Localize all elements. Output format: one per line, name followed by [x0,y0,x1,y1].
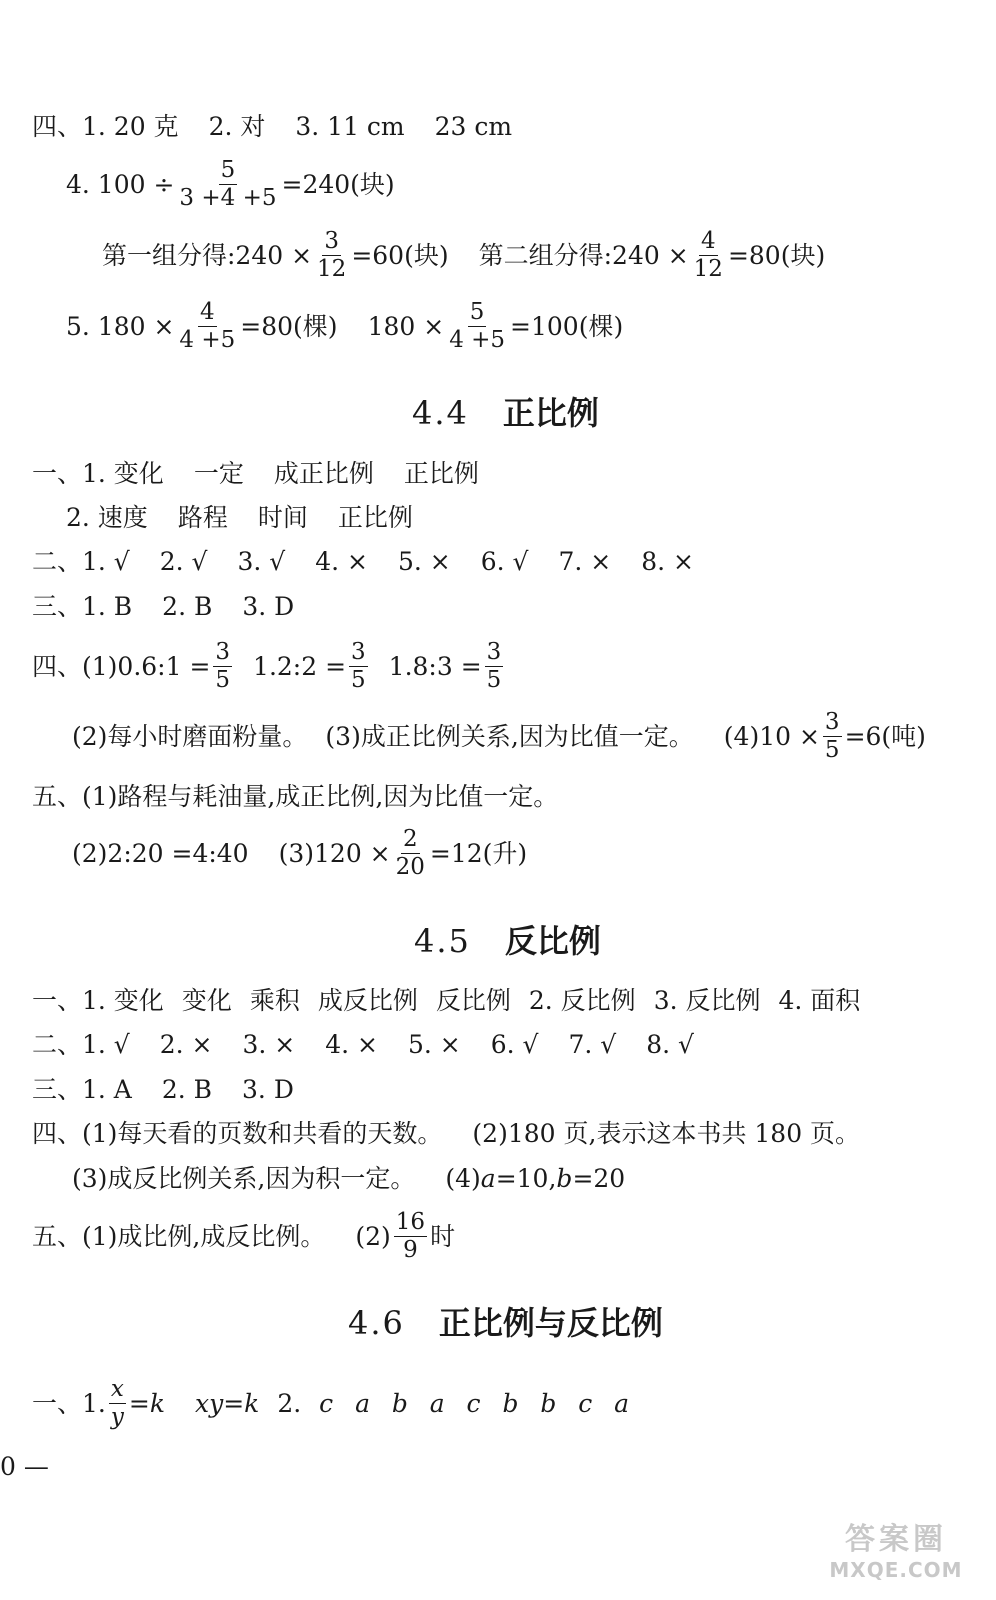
answer-text: 2. 速度 [66,503,148,532]
answer-line [72,710,926,764]
answer-text: 四、(1)每天看的页数和共看的天数。 [32,1119,443,1148]
answer-text: 一、1. 变化 [32,459,164,488]
answer-line [72,827,527,881]
answer-text: 2. × [159,1030,213,1059]
answer-text: 3. 反比例 [653,986,761,1015]
answer-text: 7. √ [568,1030,617,1059]
answer-text: 第一组分得:240 × [102,241,313,271]
answer-text: =80(棵) [240,312,338,342]
answer-text: =80(块) [727,241,826,271]
answer-text: 四、(1)0.6:1 = [32,652,211,682]
answer-line [32,1210,455,1264]
fraction: $\frac{x}{y}$ [110,1376,124,1431]
variable-k: k [149,1389,165,1419]
answer-text: = [128,1389,150,1419]
fraction: $\frac{3}{5}$ [351,639,366,694]
section-title: 正比例 [502,394,599,432]
section-title: 反比例 [504,922,601,960]
answer-text: 成正比例 [273,459,374,488]
answer-line [32,461,479,486]
answer-line [66,158,395,212]
answer-text: (3)成正比例关系,因为比值一定。 [325,722,694,752]
answer-text: (2) [355,1222,391,1252]
answer-line [32,1032,694,1057]
fraction: $\frac{3}{5}$ [486,639,502,694]
section-heading [348,1298,663,1344]
answer-text: (2)2:20 =4:40 [72,839,249,869]
answer-text: 3. D [242,1075,294,1104]
answer-text: 一、1. 变化 [32,986,164,1015]
answer-text: 五、(1)成比例,成反比例。 [32,1222,326,1252]
page-number: 0 — [0,1452,49,1481]
answer-text: =6(吨) [844,722,926,752]
variable-k: k [244,1389,260,1419]
answer-text: =12(升) [429,839,528,869]
answer-line [32,640,506,694]
answer-text: 4. × [325,1030,378,1059]
variable-a: a [480,1164,496,1193]
fraction: $\frac{4}{12}$ [693,228,723,283]
section-number: 4.4 [412,394,469,432]
fraction: $\frac{5}{4 +5}$ [449,299,506,354]
answer-text: (4) [445,1164,481,1193]
answer-text: 一、1. [32,1389,106,1419]
answer-text: 2. [277,1389,302,1419]
answer-line [32,784,558,809]
answer-text: 3. √ [237,547,286,576]
answer-text: 成反比例 [317,986,418,1015]
section-title: 正比例与反比例 [438,1304,663,1342]
answer-text: 正比例 [403,459,479,488]
fraction: $\frac{3}{5}$ [824,709,840,764]
answer-text: 8. × [641,547,694,576]
watermark-logo: 答案圈 MXQE.COM [829,1522,963,1582]
answer-text: 4. 面积 [778,986,861,1015]
answer-line [32,1121,860,1146]
answer-text: 变化 [181,986,232,1015]
answer-text: 8. √ [646,1030,694,1059]
fraction: $\frac{3}{12}$ [317,228,347,283]
answer-line [72,1166,625,1191]
section-heading [412,388,599,434]
answer-text: 第二组分得:240 × [478,241,689,271]
answer-line [32,1377,631,1431]
answer-text: (3)120 × [278,839,391,869]
answer-text: 二、1. √ [32,1030,130,1059]
answer-text: 4. 100 ÷ [66,170,175,200]
fraction: $\frac{3}{5}$ [215,639,231,694]
answer-text: 5. 180 × [66,312,175,342]
answer-text: =10, [495,1164,557,1193]
answer-line [32,1077,294,1102]
answer-text: =240(块) [281,170,395,200]
answer-text: 3. × [242,1030,296,1059]
answer-text: 三、1. B [32,592,133,621]
answer-line [32,114,512,139]
answer-text: (3)成反比例关系,因为积一定。 [72,1164,416,1193]
answer-text: (4)10 × [723,722,820,752]
answer-text: 3. 11 cm [295,112,405,141]
section-number: 4.5 [414,922,471,960]
answer-text: 三、1. A [32,1075,132,1104]
answer-text: 180 × [367,312,445,342]
answer-line [66,300,623,354]
answer-text: 反比例 [435,986,511,1015]
answer-text: 2. √ [159,547,208,576]
variable-b: b [556,1164,573,1193]
answer-text: 四、1. 20 克 [32,112,179,141]
answer-text: 正比例 [337,503,413,532]
answer-text: 23 cm [434,112,513,141]
answer-text: 二、1. √ [32,547,130,576]
answer-line [32,988,860,1013]
answer-text: 时 [430,1222,456,1252]
answer-text: 1.8:3 = [388,652,482,682]
answer-text: 3. D [242,592,295,621]
answer-text: = [223,1389,245,1419]
answer-text: =100(棵) [510,312,624,342]
answer-text: (2)180 页,表示这本书共 180 页。 [472,1119,861,1148]
answer-line [66,505,413,530]
answer-text: =60(块) [351,241,449,271]
section-heading [414,916,601,962]
section-number: 4.6 [348,1304,405,1342]
fraction: $\frac{2}{20}$ [395,826,425,881]
answer-line [32,594,294,619]
answer-text: =20 [572,1164,626,1193]
answer-text: 2. 对 [208,112,266,141]
answer-text: 2. 反比例 [528,986,636,1015]
fraction: $\frac{16}{9}$ [395,1209,426,1264]
answer-text: 1.2:2 = [253,652,347,682]
answer-text: 时间 [257,503,308,532]
answer-text: 7. × [558,547,612,576]
answer-text: 乘积 [249,986,300,1015]
answer-text: 2. B [161,1075,213,1104]
fraction: $\frac{5}{3 +4 +5}$ [179,157,277,212]
answer-text: 5. × [397,547,451,576]
fraction: $\frac{4}{4 +5}$ [179,299,236,354]
answer-text: 6. √ [490,1030,539,1059]
answer-line [102,229,825,283]
answer-text: 2. B [162,592,213,621]
answer-text: 一定 [193,459,244,488]
answer-text: (2)每小时磨面粉量。 [72,722,308,752]
answer-line [32,549,694,574]
answer-text: 6. √ [480,547,529,576]
variable-xy: xy [194,1389,224,1419]
answer-text: 5. × [407,1030,461,1059]
answer-letters: c a b a c b b c a [319,1389,632,1419]
answer-text: 路程 [177,503,228,532]
answer-text: 五、(1)路程与耗油量,成正比例,因为比值一定。 [32,782,559,811]
answer-text: 4. × [315,547,368,576]
